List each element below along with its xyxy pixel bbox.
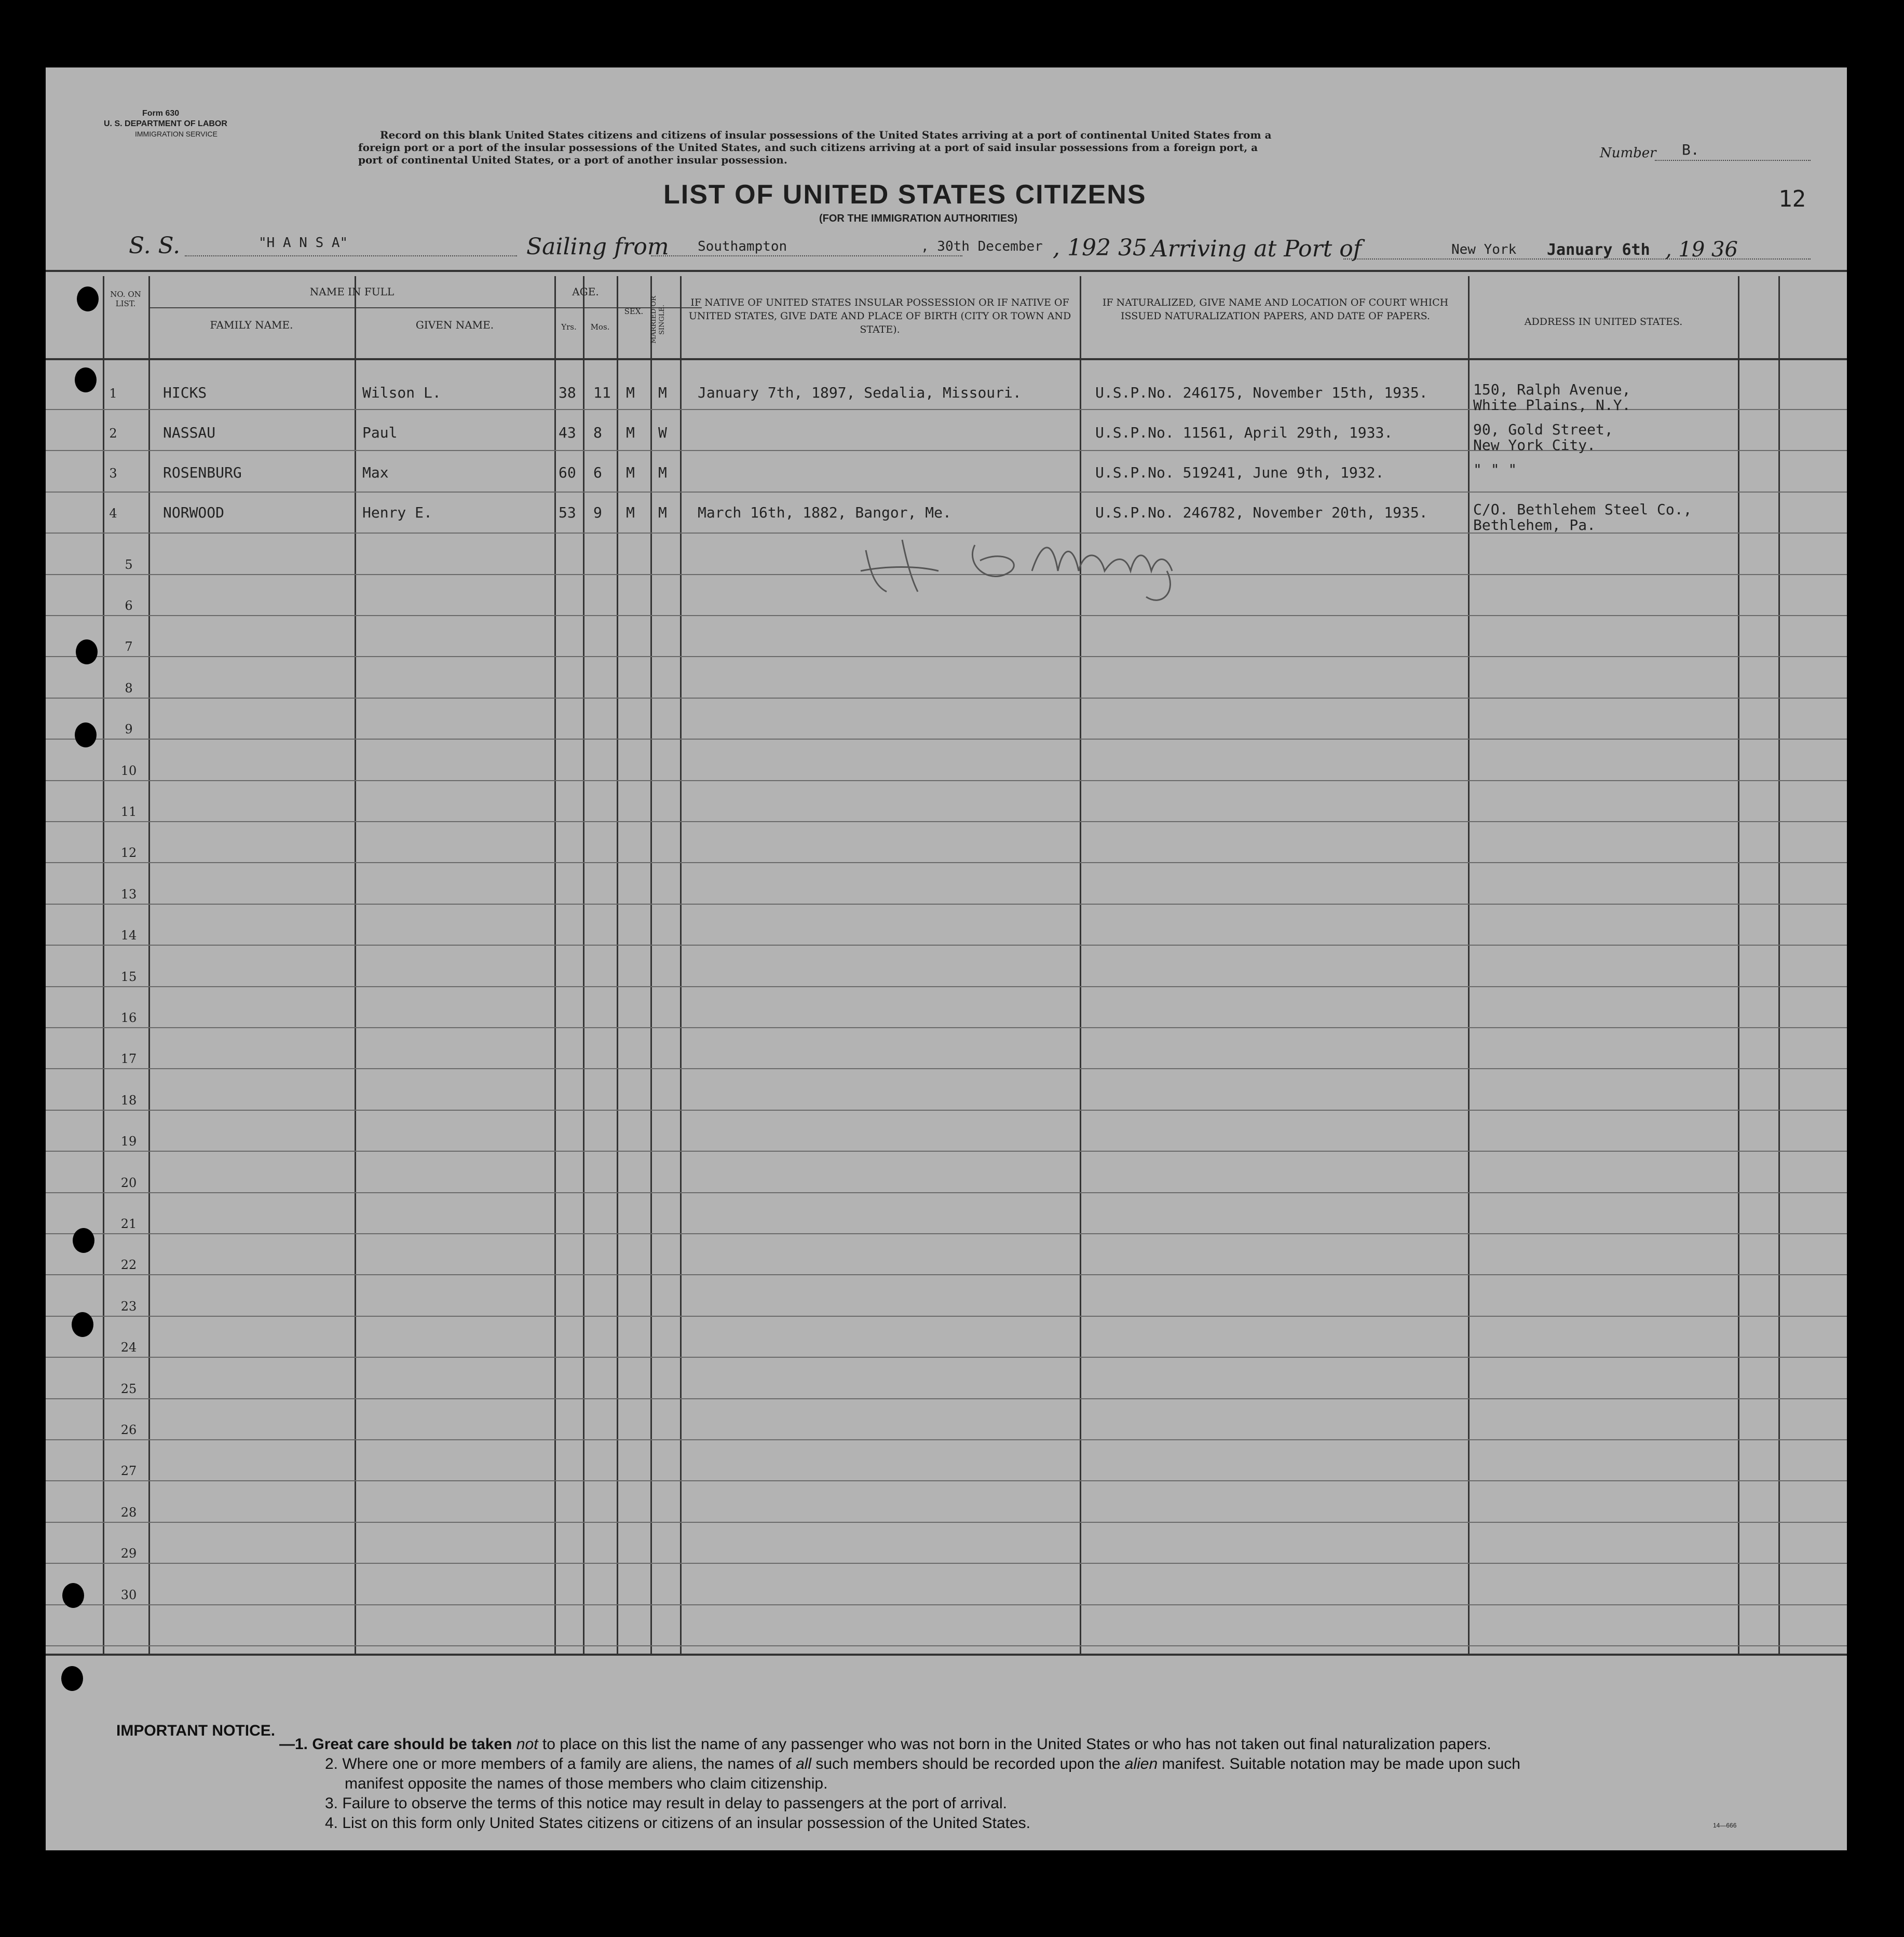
notice-item-2 xyxy=(325,1755,1520,1773)
row-number: 30 xyxy=(120,1588,137,1602)
row-rule xyxy=(46,1439,1847,1440)
row-rule xyxy=(46,1027,1847,1028)
row-rule xyxy=(46,1604,1847,1605)
given-name: Max xyxy=(362,464,389,481)
row-rule xyxy=(46,1151,1847,1152)
sex: M xyxy=(626,424,635,441)
footer-code: 14—666 xyxy=(1713,1822,1737,1829)
year-1: , 192 35 xyxy=(1053,235,1147,261)
row-rule xyxy=(46,698,1847,699)
departure-date: , 30th December xyxy=(921,239,1043,254)
family-name: HICKS xyxy=(163,384,207,401)
row-number: 20 xyxy=(120,1176,137,1190)
notice-item-2-emph-alien: alien xyxy=(1124,1755,1158,1772)
table-bottom-rule xyxy=(46,1654,1847,1656)
row-number: 15 xyxy=(120,970,137,984)
row-number: 26 xyxy=(120,1423,137,1437)
ship-underline xyxy=(185,255,517,256)
sex: M xyxy=(626,384,635,401)
row-number: 21 xyxy=(120,1217,137,1231)
row-rule xyxy=(46,1563,1847,1564)
header-address: ADDRESS IN UNITED STATES. xyxy=(1524,316,1683,328)
row-number: 7 xyxy=(125,639,133,654)
row-number: 4 xyxy=(109,506,117,521)
row-number: 23 xyxy=(120,1299,137,1314)
header-naturalized: IF NATURALIZED, GIVE NAME AND LOCATION OF COURT WHICH ISSUED NATURALIZATION PAPERS, AND DATE OF PAPERS. xyxy=(1102,297,1449,322)
birth-date-place: January 7th, 1897, Sedalia, Missouri. xyxy=(698,384,1022,401)
row-number: 10 xyxy=(120,763,137,778)
naturalization-papers: U.S.P.No. 519241, June 9th, 1932. xyxy=(1095,464,1384,481)
age-months: 8 xyxy=(593,424,602,441)
naturalization-papers: U.S.P.No. 246782, November 20th, 1935. xyxy=(1095,504,1428,521)
family-name: NORWOOD xyxy=(163,504,225,521)
notice-item-2-c: such members should be recorded upon the xyxy=(811,1755,1125,1772)
row-rule xyxy=(46,656,1847,657)
instructions-line-1: Record on this blank United States citizens and citizens of insular possessions of the United States arriving at a port of continental United States from a xyxy=(380,129,1272,141)
page-subtitle: (FOR THE IMMIGRATION AUTHORITIES) xyxy=(819,213,1018,224)
row-rule xyxy=(46,780,1847,781)
given-name: Henry E. xyxy=(362,504,432,521)
arriving-label: Arriving at Port of xyxy=(1151,236,1362,262)
row-number: 18 xyxy=(120,1093,137,1108)
form-number: Form 630 xyxy=(142,109,180,118)
header-given-name: GIVEN NAME. xyxy=(415,319,494,331)
row-rule xyxy=(46,945,1847,946)
arrival-port: New York xyxy=(1451,242,1517,257)
family-name: NASSAU xyxy=(163,424,216,441)
naturalization-papers: U.S.P.No. 11561, April 29th, 1933. xyxy=(1095,424,1393,441)
row-rule xyxy=(46,492,1847,493)
sex: M xyxy=(626,504,635,521)
col-divider xyxy=(1738,276,1739,1655)
row-number: 14 xyxy=(120,928,137,943)
col-divider xyxy=(1778,276,1780,1655)
number-underline xyxy=(1655,160,1811,161)
punch-hole xyxy=(73,1228,94,1253)
department: U. S. DEPARTMENT OF LABOR xyxy=(104,119,227,128)
row-rule xyxy=(46,862,1847,863)
col-divider xyxy=(355,276,356,1655)
page-number: 12 xyxy=(1778,186,1806,212)
punch-hole xyxy=(62,1583,84,1608)
row-rule xyxy=(46,821,1847,822)
col-divider xyxy=(103,276,104,1655)
address-line-2: Bethlehem, Pa. xyxy=(1473,516,1596,534)
number-value: B. xyxy=(1682,141,1699,158)
address-line-2: New York City. xyxy=(1473,436,1596,454)
header-family-name: FAMILY NAME. xyxy=(210,319,293,331)
from-port: Southampton xyxy=(698,239,787,254)
row-number: 9 xyxy=(125,722,133,736)
marital-status: W xyxy=(658,424,667,441)
row-number: 19 xyxy=(120,1134,137,1149)
row-number: 25 xyxy=(120,1382,137,1396)
page-title: LIST OF UNITED STATES CITIZENS xyxy=(663,180,1147,210)
notice-item-2-emph-all: all xyxy=(796,1755,812,1772)
row-number: 17 xyxy=(120,1052,137,1066)
row-number: 29 xyxy=(120,1546,137,1561)
row-number: 27 xyxy=(120,1464,137,1478)
punch-hole xyxy=(75,722,97,747)
number-label: Number xyxy=(1600,145,1656,161)
age-months: 6 xyxy=(593,464,602,481)
row-number: 6 xyxy=(125,598,133,613)
instructions-line-3: port of continental United States, or a port of another insular possession. xyxy=(358,154,787,166)
row-number: 8 xyxy=(125,681,133,695)
col-divider xyxy=(650,276,652,1655)
service: IMMIGRATION SERVICE xyxy=(135,130,217,138)
row-rule xyxy=(46,739,1847,740)
marital-status: M xyxy=(658,384,667,401)
punch-hole xyxy=(61,1666,83,1691)
notice-label: IMPORTANT NOTICE. xyxy=(116,1722,276,1739)
row-number: 24 xyxy=(120,1340,137,1355)
birth-date-place: March 16th, 1882, Bangor, Me. xyxy=(698,504,951,521)
given-name: Wilson L. xyxy=(362,384,441,401)
col-divider xyxy=(680,276,682,1655)
row-rule xyxy=(46,1357,1847,1358)
given-name: Paul xyxy=(362,424,398,441)
row-number: 5 xyxy=(125,557,133,572)
row-number: 28 xyxy=(120,1505,137,1520)
header-mos: Mos. xyxy=(590,322,610,332)
notice-item-4: 4. List on this form only United States citizens or citizens of an insular possession of the United States. xyxy=(325,1815,1031,1832)
row-rule xyxy=(46,1110,1847,1111)
row-rule xyxy=(46,615,1847,616)
naturalization-papers: U.S.P.No. 246175, November 15th, 1935. xyxy=(1095,384,1428,401)
row-rule xyxy=(46,1068,1847,1069)
ss-label: S. S. xyxy=(129,233,181,259)
col-divider xyxy=(583,276,584,1655)
age-years: 43 xyxy=(559,424,576,441)
notice-item-3: 3. Failure to observe the terms of this notice may result in delay to passengers at the port of arrival. xyxy=(325,1795,1007,1812)
ship-name: "H A N S A" xyxy=(259,235,348,251)
row-rule xyxy=(46,1274,1847,1275)
table-top-rule xyxy=(46,270,1847,272)
row-rule xyxy=(46,1192,1847,1193)
row-number: 13 xyxy=(120,887,137,902)
address-line-1: " " " xyxy=(1473,461,1517,478)
row-rule xyxy=(46,1522,1847,1523)
row-number: 12 xyxy=(120,845,137,860)
notice-item-2-e: manifest. Suitable notation may be made upon such xyxy=(1158,1755,1520,1772)
notice-item-1-emph: not xyxy=(516,1736,538,1753)
address-line-1: 150, Ralph Avenue, xyxy=(1473,381,1631,398)
row-rule xyxy=(46,1645,1847,1646)
family-name: ROSENBURG xyxy=(163,464,242,481)
year-2: , 19 36 xyxy=(1665,238,1738,262)
row-number: 22 xyxy=(120,1258,137,1272)
notice-item-1 xyxy=(279,1736,1491,1753)
notice-item-2-a: 2. Where one or more members of a family are aliens, the names of xyxy=(325,1755,796,1772)
row-rule xyxy=(46,1398,1847,1399)
arrival-date: January 6th xyxy=(1547,241,1650,259)
col-divider xyxy=(1468,276,1470,1655)
age-years: 38 xyxy=(559,384,576,401)
col-divider xyxy=(617,276,618,1655)
marital-status: M xyxy=(658,464,667,481)
sailing-label: Sailing from xyxy=(526,234,669,260)
address-line-1: 90, Gold Street, xyxy=(1473,421,1613,438)
header-sex: SEX. xyxy=(624,307,644,316)
header-age: AGE. xyxy=(572,285,599,298)
punch-hole xyxy=(75,367,97,392)
row-rule xyxy=(46,1233,1847,1234)
header-name-in-full: NAME IN FULL xyxy=(309,285,395,298)
header-married: MARRIED OR SINGLE. xyxy=(650,296,666,344)
row-number: 3 xyxy=(109,466,117,481)
row-rule xyxy=(46,986,1847,987)
punch-hole xyxy=(77,287,99,311)
header-bottom-rule xyxy=(46,358,1847,360)
marital-status: M xyxy=(658,504,667,521)
address-line-2: White Plains, N.Y. xyxy=(1473,397,1631,414)
row-number: 11 xyxy=(120,804,137,819)
col-divider xyxy=(554,276,556,1655)
instructions-line-2: foreign port or a port of the insular possessions of the United States, and such citizens arriving at a port of said insular possessions from a foreign port, a xyxy=(358,141,1258,154)
row-number: 16 xyxy=(120,1011,137,1025)
col-divider xyxy=(148,276,150,1655)
row-number: 2 xyxy=(109,426,117,441)
row-rule xyxy=(46,1480,1847,1481)
age-months: 9 xyxy=(593,504,602,521)
address-line-1: C/O. Bethlehem Steel Co., xyxy=(1473,501,1692,518)
age-years: 53 xyxy=(559,504,576,521)
notice-item-1-c: to place on this list the name of any passenger who was not born in the United States or who has not taken out final naturalization papers. xyxy=(538,1736,1491,1753)
col-divider xyxy=(1080,276,1081,1655)
manifest-sheet xyxy=(46,67,1847,1850)
header-yrs: Yrs. xyxy=(561,322,577,332)
header-native: IF NATIVE OF UNITED STATES INSULAR POSSESSION OR IF NATIVE OF UNITED STATES, GIVE DATE AND PLACE OF BIRTH (CITY OR TOWN AND STATE). xyxy=(688,297,1071,335)
row-number: 1 xyxy=(109,386,117,401)
age-years: 60 xyxy=(559,464,576,481)
row-rule xyxy=(46,1316,1847,1317)
row-rule xyxy=(46,904,1847,905)
notice-item-1-a: —1. Great care should be taken xyxy=(279,1736,516,1753)
age-months: 11 xyxy=(593,384,611,401)
sex: M xyxy=(626,464,635,481)
punch-hole xyxy=(72,1312,93,1337)
notice-item-2-continued: manifest opposite the names of those members who claim citizenship. xyxy=(345,1775,828,1792)
header-no-on-list: NO. ON LIST. xyxy=(110,290,141,308)
from-underline xyxy=(651,255,962,256)
punch-hole xyxy=(76,639,98,664)
